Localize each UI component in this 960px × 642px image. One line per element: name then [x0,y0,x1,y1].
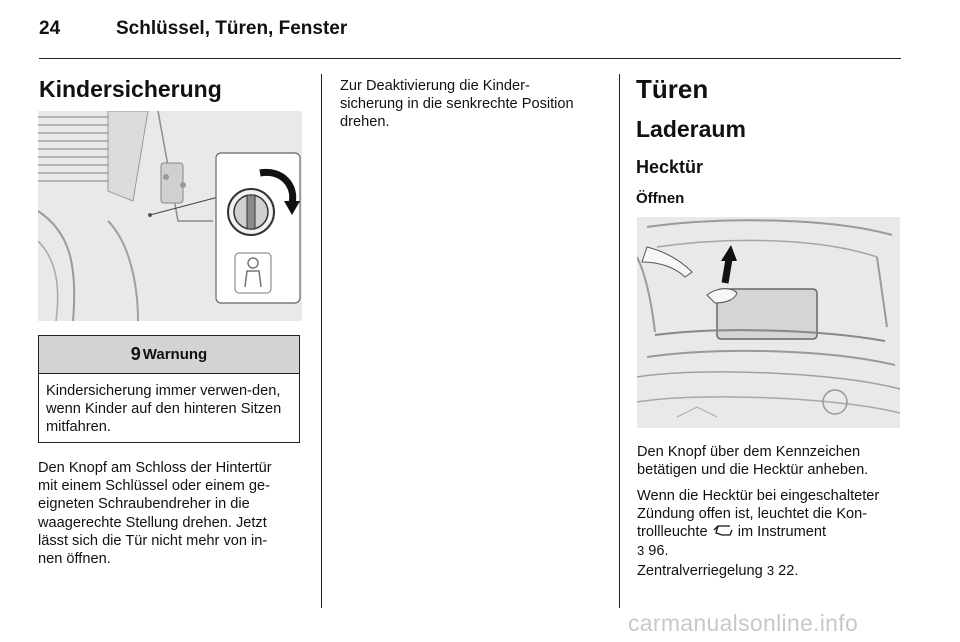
reference-page-number: 96. [648,542,669,559]
text-line: drehen. [340,114,390,131]
text-line: waagerechte Stellung drehen. Jetzt [38,514,267,531]
column-divider [619,74,620,608]
warning-header [39,336,299,374]
text-line: sicherung in die senkrechte Position [340,96,574,113]
warning-text: Kindersicherung immer verwen-den, wenn Kinder auf den hinteren Sitzen mitfahren. [46,383,282,436]
tailgate-figure [637,217,900,428]
page-number: 24 [39,18,61,39]
column-divider [321,74,322,608]
text-fragment: im Instrument [737,524,827,541]
page-reference-arrow-icon: 3 [766,563,775,578]
paragraph-open-tailgate [637,443,907,479]
text-fragment: Zentralverriegelung [637,563,763,579]
child-lock-figure [38,111,302,321]
text-line: nen öffnen. [38,551,111,568]
paragraph-child-lock-activate [38,459,303,568]
text-line: Zündung offen ist, leuchtet die Kon- [637,506,868,523]
section-heading-oeffnen: Öffnen [636,190,685,207]
text-line: Zur Deaktivierung die Kinder- [340,78,530,94]
reference-page-number: 22. [778,563,799,579]
warning-triangle-icon: 9 [130,344,141,364]
warning-box [38,335,300,443]
text-line: lässt sich die Tür nicht mehr von in- [38,532,268,549]
paragraph-central-locking [637,562,907,580]
paragraph-telltale [637,487,907,560]
text-line: mit einem Schlüssel oder einem ge- [38,478,270,495]
page-reference[interactable] [767,563,799,579]
watermark: carmanualsonline.info [628,610,859,636]
section-heading-hecktuer: Hecktür [636,157,704,177]
header-rule [39,58,901,59]
page-header-title: Schlüssel, Türen, Fenster [116,18,348,39]
text-line-with-icon [637,523,907,541]
paragraph-child-lock-deactivate [340,77,605,132]
page-reference-arrow-icon: 3 [637,542,645,558]
warning-title: Warnung [142,346,208,363]
text-line: betätigen und die Hecktür anheben. [637,462,869,479]
text-line: Den Knopf am Schloss der Hintertür [38,460,272,476]
text-fragment: trollleuchte [637,524,708,541]
section-heading-tueren: Türen [636,74,709,104]
open-tailgate-telltale-icon [712,523,734,541]
text-line: Den Knopf über dem Kennzeichen [637,444,861,460]
text-line: eigneten Schraubendreher in die [38,496,250,513]
section-heading-laderaum: Laderaum [636,116,746,142]
page-reference[interactable] [637,542,907,560]
text-line: Wenn die Hecktür bei eingeschalteter [637,488,880,504]
section-heading-kindersicherung: Kindersicherung [39,76,222,102]
